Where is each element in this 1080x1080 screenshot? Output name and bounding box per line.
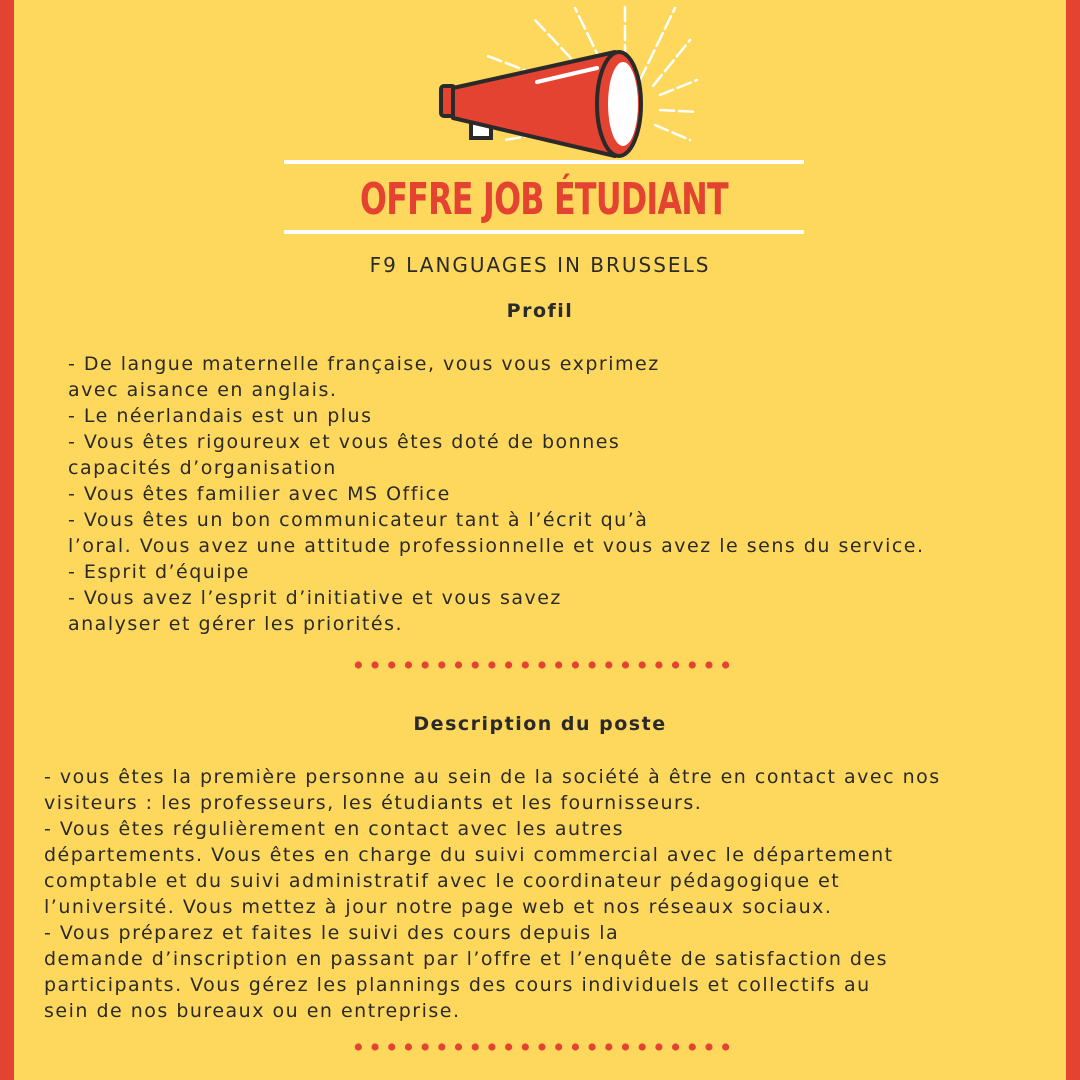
divider-dot <box>405 661 412 668</box>
profil-heading: Profil <box>506 300 574 322</box>
profil-line: l’oral. Vous avez une attitude professionnelle et vous avez le sens du service. <box>68 535 925 557</box>
divider-dot <box>689 661 696 668</box>
description-line: - Vous êtes régulièrement en contact avec les autres <box>44 818 625 840</box>
title-rule-bottom <box>284 230 804 234</box>
divider-dot <box>689 1043 696 1050</box>
divider-dot <box>455 1043 462 1050</box>
description-heading: Description du poste <box>413 713 667 735</box>
divider-dot <box>722 1043 729 1050</box>
divider-dot <box>388 1043 395 1050</box>
divider-dot <box>538 1043 545 1050</box>
divider-dot <box>655 1043 662 1050</box>
divider-dot <box>522 1043 529 1050</box>
description-line: comptable et du suivi administratif avec le coordinateur pédagogique et <box>44 870 841 892</box>
divider-dot <box>355 661 362 668</box>
divider-dot <box>438 661 445 668</box>
description-line: départements. Vous êtes en charge du suivi commercial avec le département <box>44 844 894 866</box>
profil-line: - Le néerlandais est un plus <box>68 405 373 427</box>
divider-dot <box>705 1043 712 1050</box>
profil-line: analyser et gérer les priorités. <box>68 613 404 635</box>
company-subtitle: F9 LANGUAGES IN BRUSSELS <box>369 253 711 277</box>
divider-dot <box>672 661 679 668</box>
divider-dot <box>371 661 378 668</box>
divider-dot <box>422 661 429 668</box>
divider-dot <box>538 661 545 668</box>
divider-dot <box>705 661 712 668</box>
divider-dot <box>672 1043 679 1050</box>
divider-dot <box>371 1043 378 1050</box>
divider-dot <box>355 1043 362 1050</box>
divider-dot <box>605 661 612 668</box>
divider-dot <box>488 1043 495 1050</box>
profil-line: - Vous êtes rigoureux et vous êtes doté de bonnes <box>68 431 621 453</box>
divider-dot <box>455 661 462 668</box>
description-line: participants. Vous gérez les plannings des cours individuels et collectifs au <box>44 974 871 996</box>
divider-dot <box>472 661 479 668</box>
divider-dot <box>639 1043 646 1050</box>
divider-dot <box>605 1043 612 1050</box>
profil-line: avec aisance en anglais. <box>68 379 338 401</box>
divider-dot <box>572 661 579 668</box>
divider-dot <box>588 1043 595 1050</box>
divider-dot <box>622 661 629 668</box>
divider-dot <box>388 661 395 668</box>
divider-dot <box>572 1043 579 1050</box>
profil-line: - Vous êtes un bon communicateur tant à l’écrit qu’à <box>68 509 649 531</box>
description-line: demande d’inscription en passant par l’offre et l’enquête de satisfaction des <box>44 948 889 970</box>
divider-dot <box>505 661 512 668</box>
divider-dot <box>622 1043 629 1050</box>
divider-dot <box>438 1043 445 1050</box>
description-line: sein de nos bureaux ou en entreprise. <box>44 1000 461 1022</box>
megaphone-icon <box>385 0 705 160</box>
dotted-divider <box>350 659 734 671</box>
divider-dot <box>522 661 529 668</box>
divider-dot <box>405 1043 412 1050</box>
left-border <box>0 0 14 1080</box>
description-line: visiteurs : les professeurs, les étudiants et les fournisseurs. <box>44 792 703 814</box>
page-title: OFFRE JOB ÉTUDIANT <box>360 174 728 225</box>
profil-list <box>68 351 925 637</box>
right-border <box>1066 0 1080 1080</box>
description-line: l’université. Vous mettez à jour notre page web et nos réseaux sociaux. <box>44 896 833 918</box>
divider-dot <box>488 661 495 668</box>
divider-dot <box>422 1043 429 1050</box>
divider-dot <box>639 661 646 668</box>
divider-dot <box>655 661 662 668</box>
divider-dot <box>555 661 562 668</box>
description-list <box>44 764 941 1024</box>
title-rule-top <box>284 160 804 164</box>
dotted-divider <box>350 1041 734 1053</box>
description-line: - Vous préparez et faites le suivi des cours depuis la <box>44 922 620 944</box>
divider-dot <box>505 1043 512 1050</box>
divider-dot <box>472 1043 479 1050</box>
description-line: - vous êtes la première personne au sein de la société à être en contact avec nos <box>44 766 941 788</box>
divider-dot <box>722 661 729 668</box>
profil-line: capacités d’organisation <box>68 457 337 479</box>
divider-dot <box>555 1043 562 1050</box>
profil-line: - Vous êtes familier avec MS Office <box>68 483 451 505</box>
profil-line: - Vous avez l’esprit d’initiative et vous savez <box>68 587 562 609</box>
profil-line: - Esprit d’équipe <box>68 561 250 583</box>
profil-line: - De langue maternelle française, vous vous exprimez <box>68 353 660 375</box>
divider-dot <box>588 661 595 668</box>
